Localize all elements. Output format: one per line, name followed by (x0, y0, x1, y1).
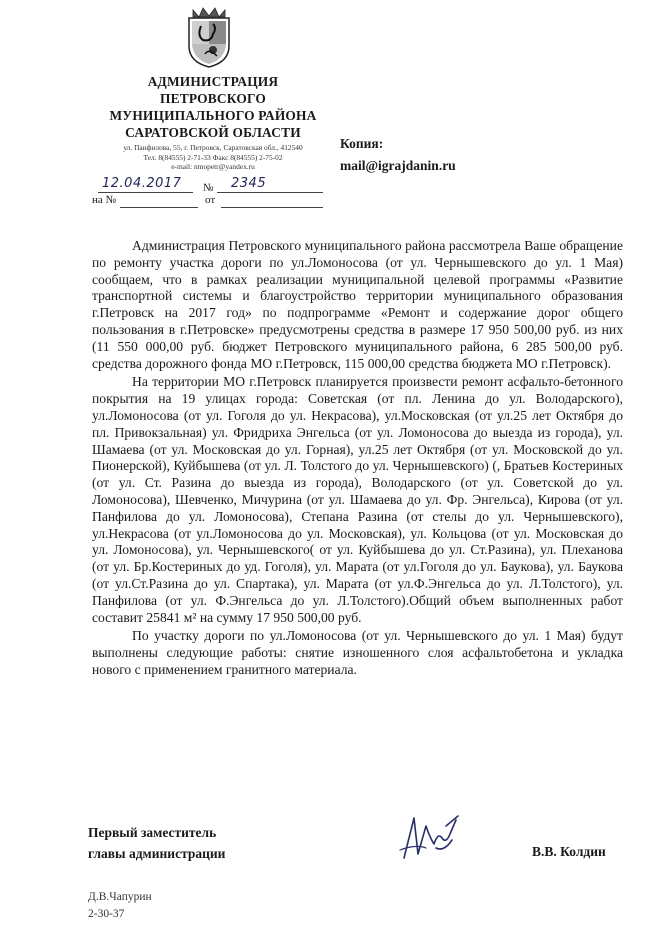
number-underline (217, 192, 323, 193)
copy-label: Копия: (340, 136, 384, 151)
body-paragraph: На территории МО г.Петровск планируется произвести ремонт асфальто-бетонного покрытия на 19 улицах города: Советская (от пл. Ленина до ул. Володарского), ул.Ломоносова (от ул. Гоголя до ул. Некрасова), ул.Московская (от ул.25 лет Октября до пл. Привокзальная) ул. Фридриха Энгельса (от ул. Ломоносова до выезда из города), ул. Шамаева (от ул. Московская до ул. Горная), ул.25 лет Октября (от ул. Московской до ул. Пионерской), Куйбышева (от ул. Л. Толстого до ул. Чернышевского) (, Братьев Костериных (от ул. Ст. Разина до выезда из города), Володарского (от ул. Советской до ул. Ломоносова), Шевченко, Мичурина (от ул. Шамаева до ул. Фр. Энгельса), Кирова (от ул. Панфилова до ул. Ломоносова), Степана Разина (от стелы до ул. Чернышевского), ул.Некрасова (от ул.Ломоносова до ул. Московская), ул. Кольцова (от ул. Московская до ул. Ломоносова), ул. Чернышевского( от ул. Куйбышева до ул. Ст.Разина), ул. Плеханова (от ул. Бр.Костериных до уд. Гоголя), ул. Марата (от ул.Гоголя до ул. Баукова), ул. Баукова (от ул.Ст.Разина до ул. Спартака), ул. Марата (от ул.Ф.Энгельса до ул. Л.Толстого), ул. Панфилова (от ул. Ф.Энгельса до ул. Л.Толстого).Общий объем выполненных работ составит 25841 м² на сумму 17 950 500,00 руб. (92, 374, 623, 625)
body-paragraph: Администрация Петровского муниципального района рассмотрела Ваше обращение по ремонту участка дороги по ул.Ломоносова (от ул. Чернышевского до ул. 1 Мая) сообщаем, что в рамках реализации муниципальной целевой программы «Развитие транспортной системы и благоустройство территории муниципального образования г.Петровск на 2017 год» по подпрограмме «Ремонт и содержание дорог общего пользования в г.Петровске» предусмотрены средства в размере 17 950 500,00 руб. из них (11 550 000,00 руб. бюджет Петровского муниципального района, 6 285 500,00 руб. средства дорожного фонда МО г.Петровск, 115 000,00 средства бюджета МО г.Петровск). (92, 238, 623, 371)
registration-number: 2345 (231, 176, 267, 191)
signatory-title (88, 822, 225, 864)
handwritten-signature (396, 808, 466, 868)
org-line: АДМИНИСТРАЦИЯ (147, 74, 279, 89)
reference-underline (120, 207, 198, 208)
executor-phone: 2-30-37 (88, 908, 125, 920)
signatory-title-line: Первый заместитель (88, 825, 217, 840)
org-line: САРАТОВСКОЙ ОБЛАСТИ (125, 125, 301, 140)
body-paragraph: По участку дороги по ул.Ломоносова (от ул. Чернышевского до ул. 1 Мая) будут выполнены следующие работы: снятие изношенного слоя асфальтобетона и укладка нового с применением гранитного материала. (92, 628, 623, 677)
org-line: ПЕТРОВСКОГО (160, 91, 266, 106)
signatory-title-line: главы администрации (88, 846, 226, 861)
registration-number-label: № (203, 182, 214, 194)
organization-name (88, 73, 338, 141)
reference-number-label: на № (92, 194, 117, 206)
copy-email: mail@igrajdanin.ru (340, 158, 456, 173)
executor-info (88, 889, 152, 923)
copy-recipient (340, 133, 456, 177)
reference-from-label: от (205, 194, 216, 206)
signatory-name: В.В. Колдин (532, 844, 606, 859)
org-line: МУНИЦИПАЛЬНОГО РАЙОНА (109, 108, 317, 123)
letter-body (92, 238, 623, 681)
executor-name: Д.В.Чапурин (88, 891, 152, 903)
address-line: ул. Панфилова, 55, г. Петровск, Саратовская обл., 412540 (123, 143, 303, 152)
address-line: Тел. 8(84555) 2-71-33 Факс 8(84555) 2-75-02 (143, 152, 283, 162)
address-line: e-mail: nmopetr@yandex.ru (171, 162, 255, 171)
organization-address (88, 143, 338, 172)
coat-of-arms-emblem (183, 4, 235, 68)
date-underline (98, 192, 193, 193)
from-underline (221, 207, 323, 208)
registration-date: 12.04.2017 (102, 176, 182, 191)
